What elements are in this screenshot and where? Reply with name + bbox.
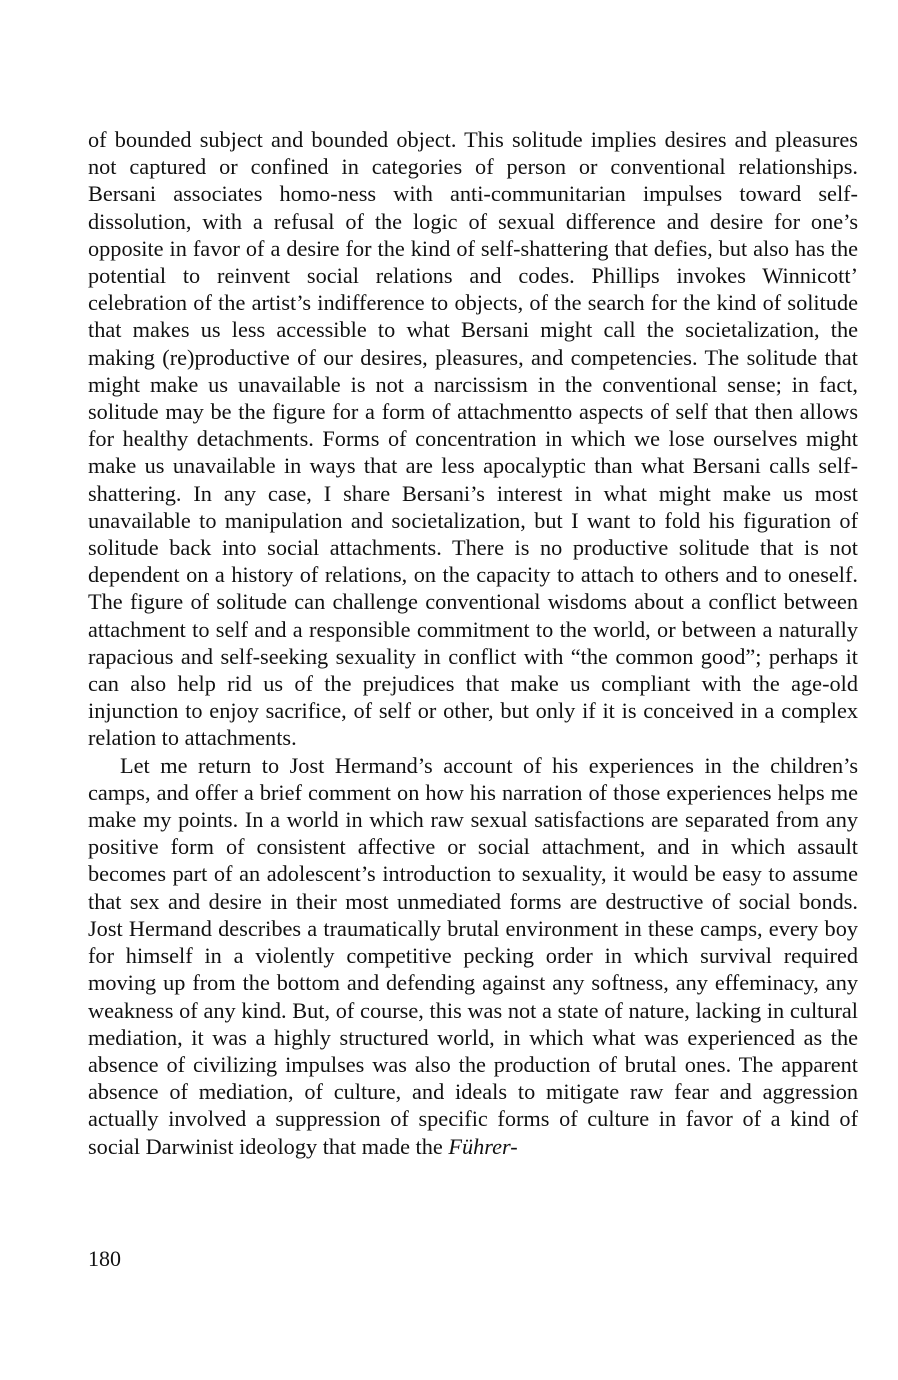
paragraph-2 bbox=[88, 752, 858, 1160]
paragraph-1: of bounded subject and bounded object. This solitude implies desires and pleasures not captured or confined in categories of person or conventional relationships. Bersani associates homo-ness with anti-communitarian impulses toward self-dissolution, with a refusal of the logic of sexual difference and desire for one’s opposite in favor of a desire for the kind of self-shattering that defies, but also has the potential to reinvent social relations and codes. Phillips invokes Winnicott’ celebration of the artist’s indifference to objects, of the search for the kind of solitude that makes us less accessible to what Bersani might call the societalization, the making (re)productive of our desires, pleasures, and competencies. The solitude that might make us unavailable is not a narcissism in the conventional sense; in fact, solitude may be the figure for a form of attachmentto aspects of self that then allows for healthy detachments. Forms of concentration in which we lose ourselves might make us unavailable in ways that are less apocalyptic than what Bersani calls self-shattering. In any case, I share Bersani’s interest in what might make us most unavailable to manipulation and societalization, but I want to fold his figuration of solitude back into social attachments. There is no productive solitude that is not dependent on a history of relations, on the capacity to attach to others and to oneself. The figure of solitude can challenge conventional wisdoms about a conflict between attachment to self and a responsible commitment to the world, or between a naturally rapacious and self-seeking sexuality in conflict with “the common good”; perhaps it can also help rid us of the prejudices that make us compliant with the age-old injunction to enjoy sacrifice, of self or other, but only if it is conceived in a complex relation to attachments. bbox=[88, 127, 858, 751]
page-number: 180 bbox=[88, 1246, 121, 1271]
paragraph-2-text: Let me return to Jost Hermand’s account of his experiences in the children’s camps, and offer a brief comment on how his narration of those experiences helps me make my points. In a world in which raw sexual satisfactions are separated from any positive form of consistent affective or social attachment, and in which assault becomes part of an adolescent’s introduction to sexuality, it would be easy to assume that sex and desire in their most unmediated forms are destructive of social bonds. Jost Hermand describes a traumatically brutal environment in these camps, every boy for himself in a violently competitive pecking order in which survival required moving up from the bottom and defending against any softness, any effeminacy, any weakness of any kind. But, of course, this was not a state of nature, lacking in cultural mediation, it was a highly structured world, in which what was experienced as the absence of civilizing impulses was also the production of brutal ones. The apparent absence of mediation, of culture, and ideals to mitigate raw fear and aggression actually involved a suppression of specific forms of culture in favor of a kind of social Darwinist ideology that made the bbox=[88, 752, 858, 1159]
body-text bbox=[88, 126, 858, 1160]
italic-term-fuhrer: Führer- bbox=[448, 1133, 518, 1159]
